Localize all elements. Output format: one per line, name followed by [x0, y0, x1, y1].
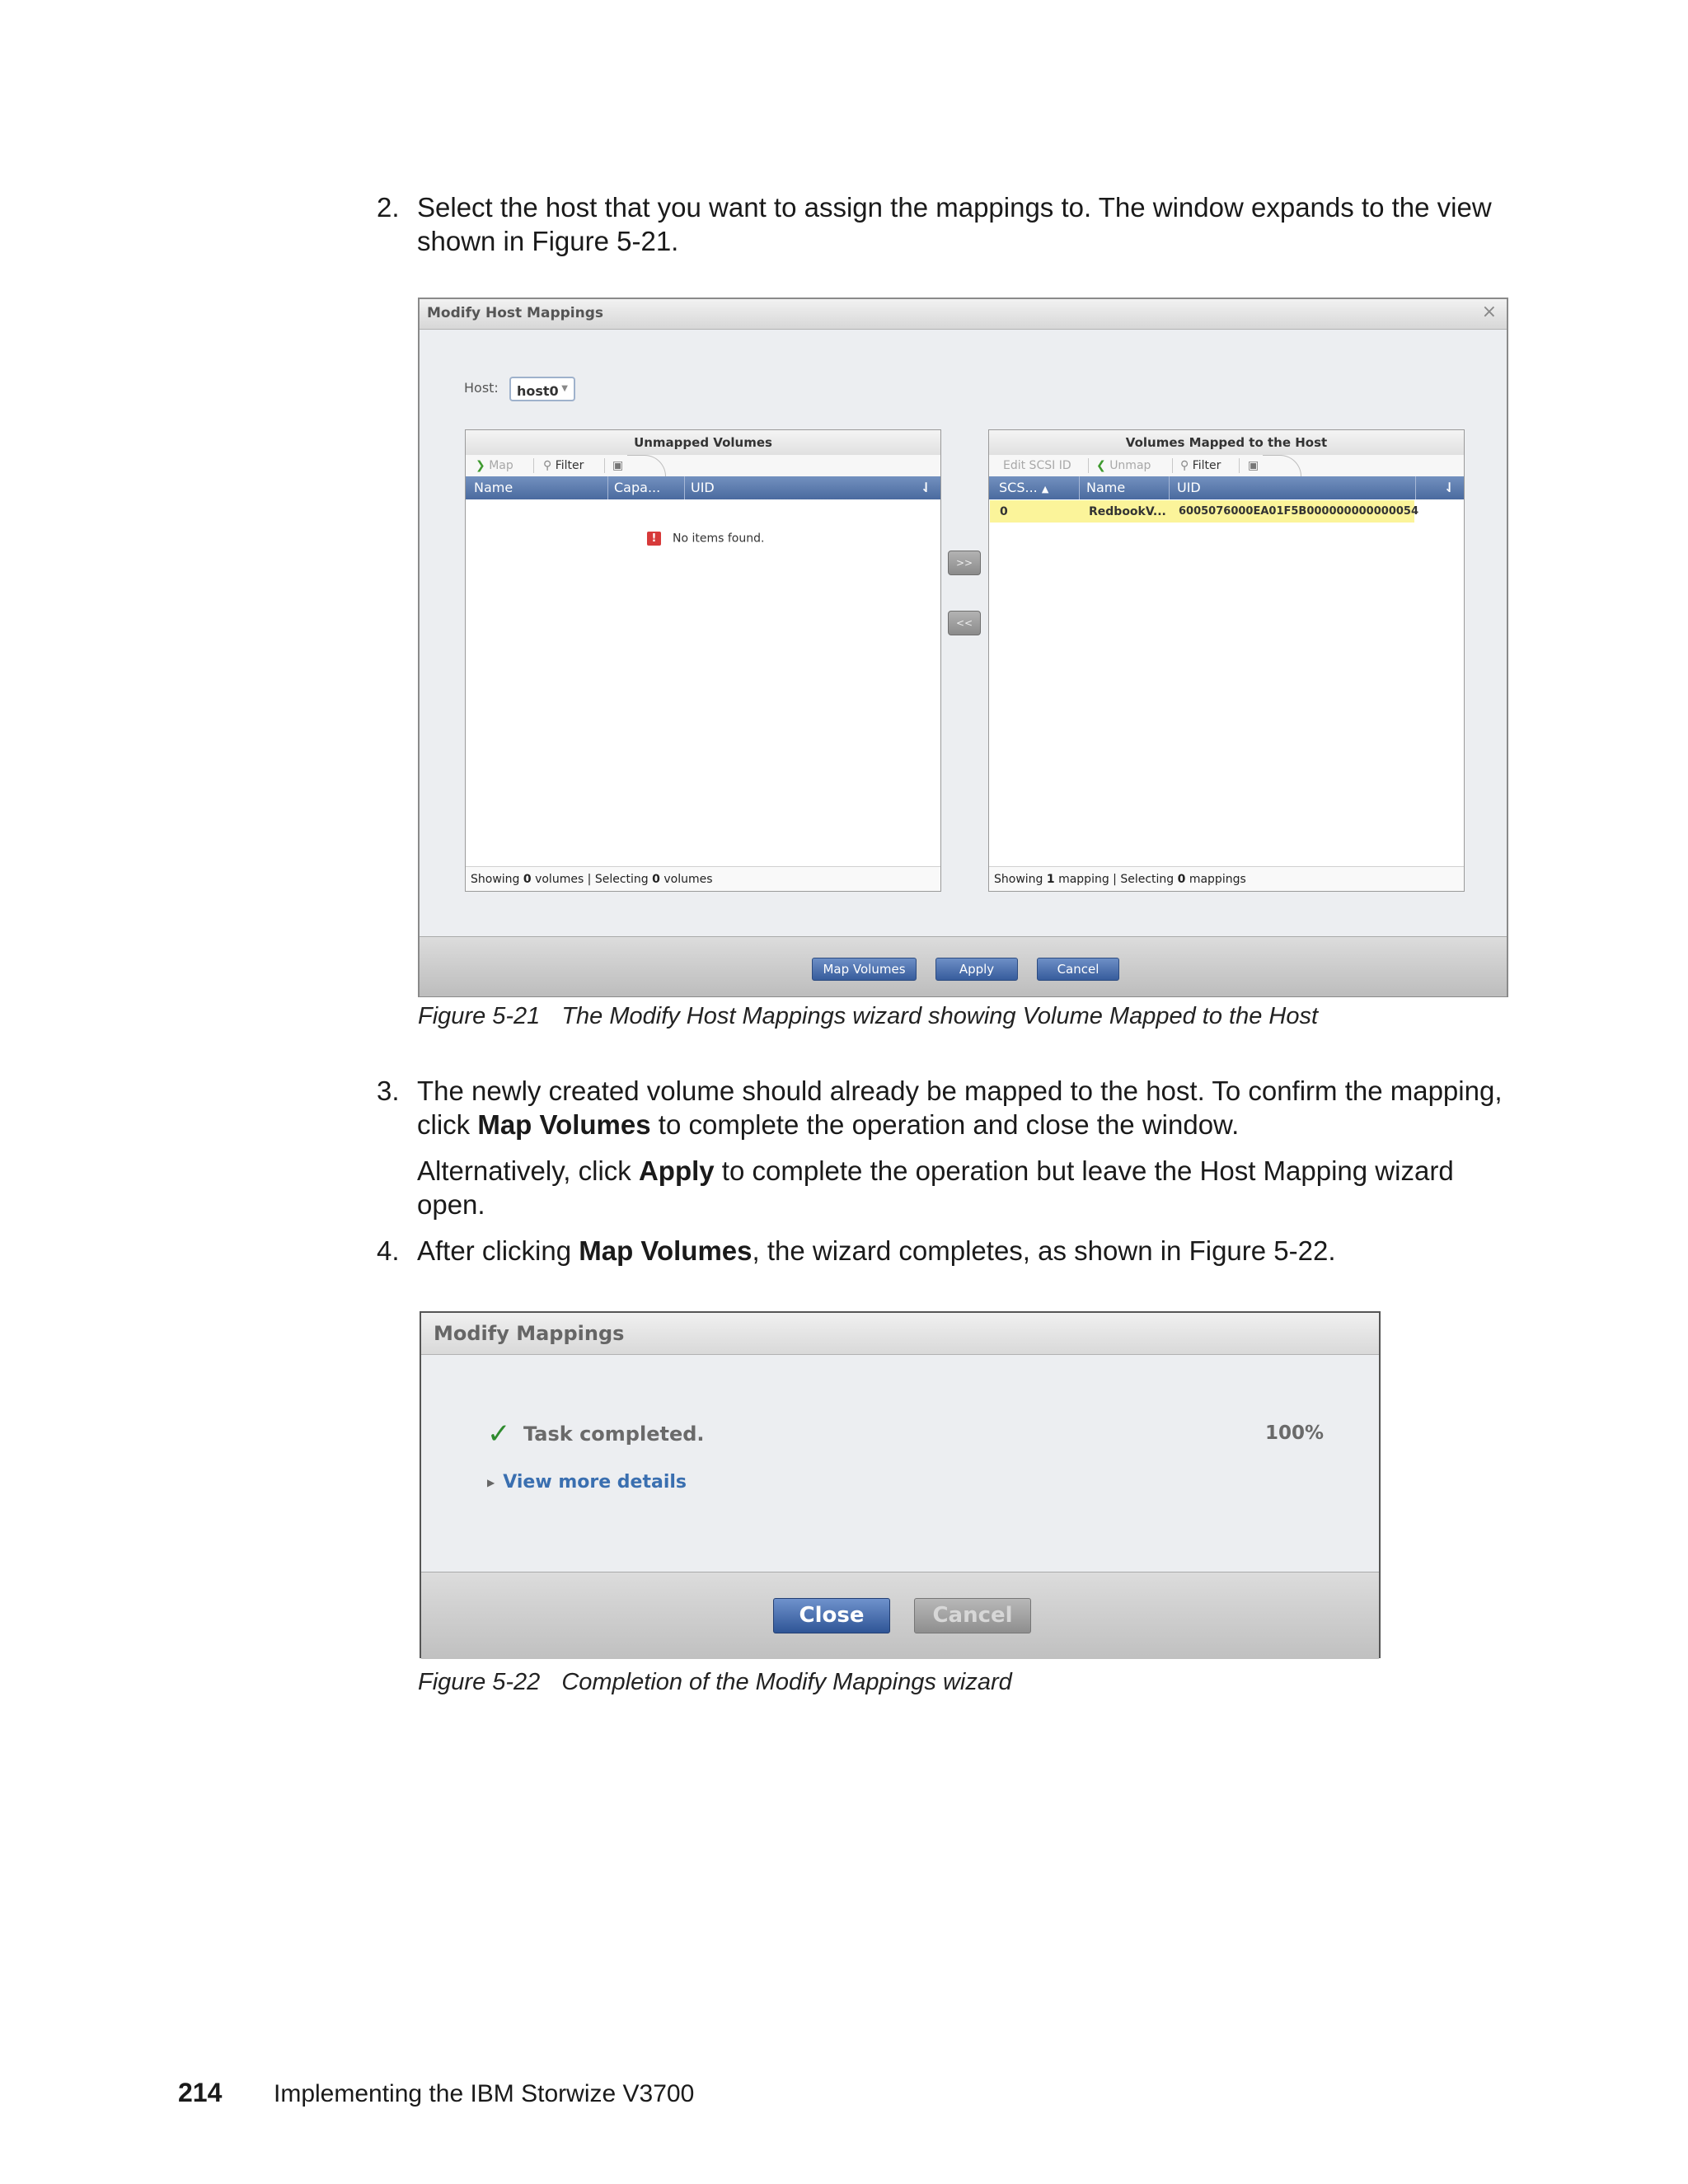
figure-caption — [418, 1669, 1012, 1696]
status-text: volumes | Selecting — [531, 873, 653, 886]
table-header — [466, 476, 940, 499]
host-select-value: host0 — [517, 383, 559, 399]
window-button-bar — [420, 936, 1507, 996]
filter-action-label: Filter — [555, 459, 584, 472]
export-icon[interactable]: ▣ — [1248, 459, 1259, 472]
apply-button[interactable]: Apply — [935, 958, 1018, 981]
table-header — [989, 476, 1464, 499]
empty-message — [647, 532, 764, 546]
column-header-scsi-label: SCS... — [999, 480, 1038, 495]
column-separator — [607, 476, 608, 499]
text-run: After clicking — [417, 1235, 579, 1266]
cancel-button[interactable]: Cancel — [914, 1598, 1031, 1633]
step-3-alternative — [417, 1154, 1546, 1221]
step-number: 2. — [377, 192, 400, 223]
filter-action[interactable] — [543, 459, 584, 472]
empty-message-text: No items found. — [673, 532, 765, 546]
toolbar-tab-edge — [1263, 455, 1301, 476]
caption-text: The Modify Host Mappings wizard showing Volume Mapped to the Host — [561, 1003, 1319, 1029]
status-count: 0 — [523, 873, 532, 886]
column-separator — [1415, 476, 1416, 499]
column-chooser-icon[interactable]: ⇃ — [921, 480, 932, 495]
export-icon[interactable]: ▣ — [612, 459, 624, 472]
error-icon: ! — [647, 532, 661, 546]
step-2-line1: Select the host that you want to assign the mappings to. The window expands to the view — [417, 192, 1492, 223]
bold-term: Apply — [638, 1155, 715, 1186]
check-icon: ✓ — [487, 1418, 511, 1451]
modify-host-mappings-window — [418, 298, 1508, 997]
filter-action-label: Filter — [1192, 459, 1221, 472]
table-row[interactable] — [990, 500, 1419, 523]
alternative-line1 — [417, 1154, 1546, 1188]
toolbar-separator — [1172, 458, 1173, 473]
column-separator — [1169, 476, 1170, 499]
progress-percent: 100% — [1265, 1422, 1325, 1444]
figure-caption — [418, 1003, 1318, 1030]
close-button[interactable]: Close — [773, 1598, 890, 1633]
window-titlebar — [420, 299, 1507, 330]
map-arrow-icon: ❯ — [476, 459, 485, 472]
cell-uid: 6005076000EA01F5B000000000000054 — [1179, 505, 1419, 518]
column-header-capacity[interactable]: Capa... — [614, 480, 661, 495]
toolbar-separator — [604, 458, 605, 473]
text-run: to complete the operation and close the window. — [650, 1109, 1240, 1140]
toolbar-separator — [1239, 458, 1240, 473]
status-text: volumes — [659, 873, 713, 886]
unmap-action-label: Unmap — [1109, 459, 1151, 472]
expand-triangle-icon: ▶ — [487, 1477, 495, 1488]
step-2-line2: shown in Figure 5-21. — [417, 226, 679, 256]
close-icon[interactable]: × — [1481, 302, 1497, 322]
step-2-text — [417, 190, 1538, 258]
status-count: 0 — [1177, 873, 1186, 886]
window-button-bar — [421, 1572, 1379, 1659]
status-count: 0 — [652, 873, 660, 886]
column-header-uid[interactable]: UID — [691, 480, 715, 495]
bold-term: Map Volumes — [477, 1109, 651, 1140]
status-text: mapping | Selecting — [1054, 873, 1178, 886]
bold-term: Map Volumes — [579, 1235, 753, 1266]
toolbar-tab-edge — [627, 455, 666, 476]
view-more-details-link[interactable] — [487, 1472, 687, 1493]
column-separator — [1079, 476, 1080, 499]
host-label: Host: — [464, 380, 499, 396]
map-action[interactable] — [476, 459, 513, 472]
alternative-line2: open. — [417, 1189, 485, 1220]
unmap-arrow-icon: ❮ — [1096, 459, 1106, 472]
search-icon: ⚲ — [1180, 459, 1189, 472]
column-header-name[interactable]: Name — [1086, 480, 1126, 495]
modify-mappings-window — [420, 1311, 1381, 1658]
task-status: Task completed. — [523, 1422, 705, 1446]
chevron-down-icon: ▼ — [561, 384, 568, 393]
column-header-name[interactable]: Name — [474, 480, 513, 495]
move-left-button[interactable]: << — [948, 611, 981, 635]
text-run: to complete the operation but leave the Host Mapping wizard — [714, 1155, 1454, 1186]
panel-toolbar — [466, 455, 940, 477]
cell-scsi-id: 0 — [1000, 505, 1008, 518]
status-text: mappings — [1185, 873, 1246, 886]
column-header-uid[interactable]: UID — [1177, 480, 1201, 495]
unmapped-volumes-panel — [465, 429, 941, 892]
map-action-label: Map — [489, 459, 513, 472]
text-run: click — [417, 1109, 478, 1140]
map-volumes-button[interactable]: Map Volumes — [812, 958, 917, 981]
book-title: Implementing the IBM Storwize V3700 — [274, 2080, 695, 2107]
column-header-scsi[interactable] — [999, 480, 1048, 495]
panel-title: Unmapped Volumes — [466, 430, 940, 456]
sort-ascending-icon: ▲ — [1041, 484, 1049, 494]
mapped-volumes-panel — [988, 429, 1465, 892]
step-3-line2 — [417, 1108, 1546, 1141]
panel-toolbar — [989, 455, 1464, 477]
status-text: Showing — [471, 873, 523, 886]
search-icon: ⚲ — [543, 459, 552, 472]
cancel-button[interactable]: Cancel — [1037, 958, 1119, 981]
step-number: 4. — [377, 1235, 400, 1266]
panel-status — [466, 866, 940, 891]
window-title: Modify Host Mappings — [427, 305, 604, 321]
toolbar-separator — [533, 458, 534, 473]
view-more-details-label: View more details — [503, 1472, 687, 1493]
unmap-action[interactable] — [1096, 459, 1151, 472]
panel-status — [989, 866, 1464, 891]
page-number: 214 — [178, 2078, 223, 2107]
step-4-text — [417, 1234, 1546, 1268]
step-3-line1: The newly created volume should already be mapped to the host. To confirm the mapping, — [417, 1076, 1503, 1106]
host-select[interactable] — [509, 377, 575, 401]
window-titlebar — [421, 1313, 1379, 1355]
caption-label: Figure 5-22 — [418, 1669, 541, 1695]
move-right-button[interactable]: >> — [948, 551, 981, 575]
cell-name: RedbookV... — [1089, 505, 1166, 518]
caption-label: Figure 5-21 — [418, 1003, 541, 1029]
window-title: Modify Mappings — [434, 1322, 625, 1345]
step-3-text — [417, 1074, 1546, 1141]
text-run: Alternatively, click — [417, 1155, 639, 1186]
edit-scsi-id-action[interactable]: Edit SCSI ID — [1003, 459, 1071, 472]
caption-text: Completion of the Modify Mappings wizard — [561, 1669, 1012, 1695]
toolbar-separator — [1088, 458, 1089, 473]
filter-action[interactable] — [1180, 459, 1221, 472]
column-separator — [684, 476, 685, 499]
step-number: 3. — [377, 1076, 400, 1106]
text-run: , the wizard completes, as shown in Figure 5-22. — [752, 1235, 1336, 1266]
status-text: Showing — [994, 873, 1047, 886]
panel-title: Volumes Mapped to the Host — [989, 430, 1464, 456]
column-chooser-icon[interactable]: ⇃ — [1444, 480, 1456, 495]
status-count: 1 — [1046, 873, 1055, 886]
